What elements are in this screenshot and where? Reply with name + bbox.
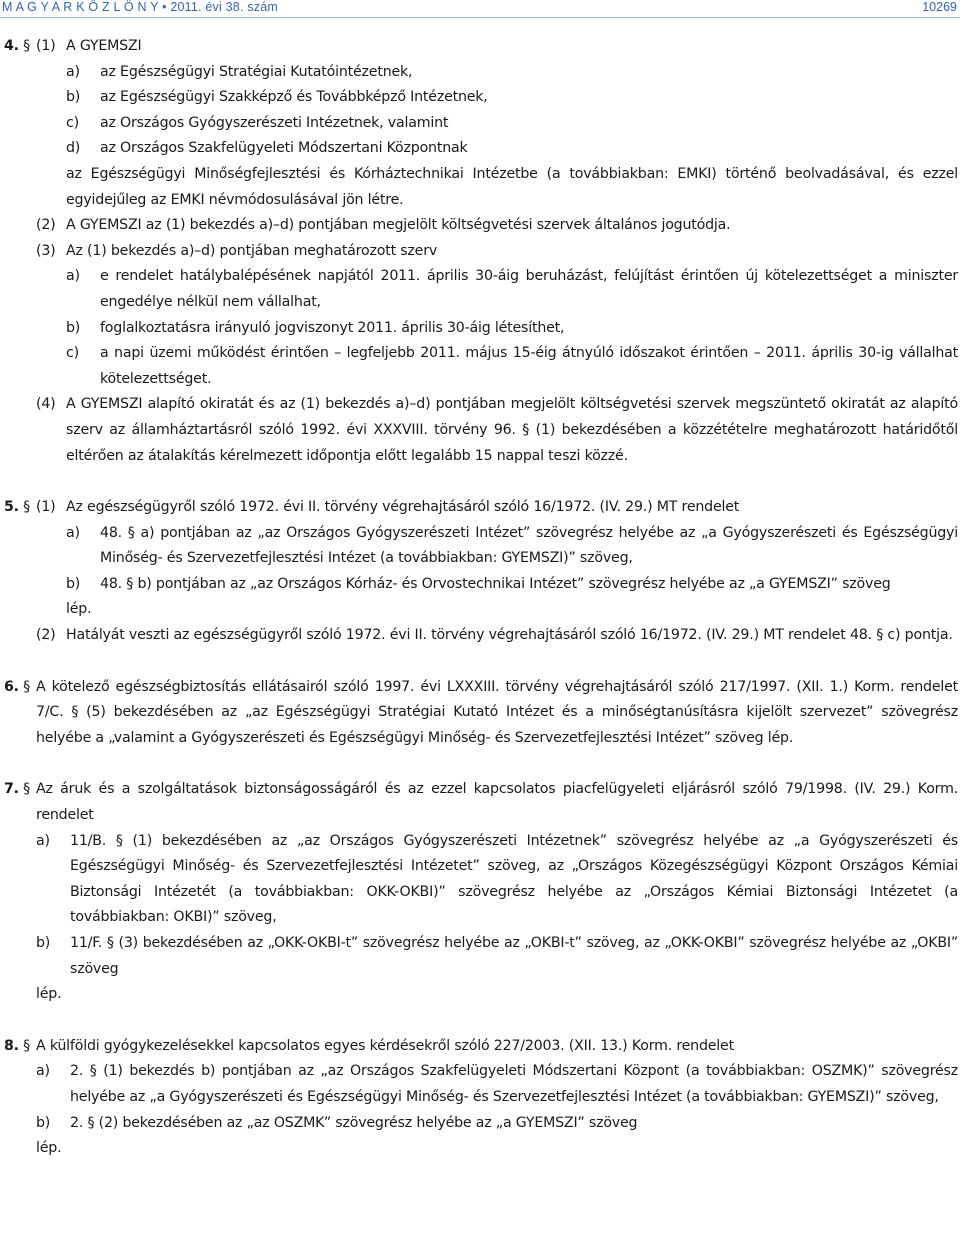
list-item (0, 931, 960, 982)
item-label: b) (66, 319, 81, 336)
section-number: 6. § (4, 678, 31, 695)
paragraph-text: Az áruk és a szolgáltatások biztonságosságáról és az ezzel kapcsolatos piacfelügyeleti eljárásról szóló 79/1998. (IV. 29.) Korm. rendelet (36, 781, 958, 824)
item-label: b) (66, 575, 81, 592)
list-item (0, 341, 960, 392)
page-number: 10269 (922, 0, 957, 14)
paragraph-text: A GYEMSZI az (1) bekezdés a)–d) pontjában megjelölt költségvetési szervek általános jogutódja. (66, 217, 731, 234)
item-text: 11/B. § (1) bekezdésében az „az Országos Gyógyszerészeti Intézetnek” szövegrész helyébe az „a Gyógyszerészeti és Egészségügyi Minőség- és Szervezetfejlesztési Intézetet” szöveg, az „Országos Közegészségügyi Központ Országos Kémiai Biztonsági Intézetét (a továbbiakban: OKK-OKBI)” szövegrész helyébe az „Országos Kémiai Biztonsági Intézetet (a továbbiakban: OKBI)” szöveg, (70, 832, 958, 926)
paragraph-number: (4) (36, 396, 56, 413)
list-item (0, 829, 960, 931)
section-5-paragraph-1-intro (0, 495, 960, 521)
item-text: az Egészségügyi Stratégiai Kutatóintézetnek, (100, 63, 413, 80)
paragraph-number: (1) (36, 38, 56, 54)
list-item (0, 572, 960, 598)
item-label: a) (36, 832, 50, 849)
item-text: az Országos Szakfelügyeleti Módszertani Központnak (100, 140, 468, 157)
section-number: 4. § (4, 38, 31, 54)
paragraph-closing (0, 597, 960, 623)
paragraph-number: (3) (36, 242, 56, 259)
paragraph-closing (0, 1136, 960, 1162)
journal-title: M A G Y A R K Ö Z L Ö N Y • 2011. évi 38. szám (2, 0, 278, 14)
list-item (0, 60, 960, 86)
item-text: foglalkoztatásra irányuló jogviszonyt 2011. április 30-áig létesíthet, (100, 319, 565, 336)
paragraph-text: lép. (36, 986, 62, 1003)
paragraph-number: (2) (36, 217, 56, 234)
paragraph-text: Az (1) bekezdés a)–d) pontjában meghatározott szerv (66, 242, 438, 259)
item-text: a napi üzemi működést érintően – legfeljebb 2011. május 15-éig átnyúló időszakot érintően – 2011. április 30-ig vállalhat kötelezettséget. (100, 345, 958, 387)
item-label: a) (66, 63, 80, 80)
section-4-paragraph-2 (0, 213, 960, 239)
paragraph-text: A külföldi gyógykezelésekkel kapcsolatos egyes kérdésekről szóló 227/2003. (XII. 13.) Korm. rendelet (36, 1037, 734, 1054)
section-number: 5. § (4, 499, 31, 516)
item-text: 48. § b) pontjában az „az Országos Kórház- és Orvostechnikai Intézet” szövegrész helyébe az „a GYEMSZI” szöveg (100, 575, 891, 592)
item-text: az Egészségügyi Szakképző és Továbbképző Intézetnek, (100, 89, 488, 106)
item-label: c) (66, 345, 79, 362)
list-item (0, 1111, 960, 1137)
item-text: az Országos Gyógyszerészeti Intézetnek, valamint (100, 114, 449, 131)
paragraph-text: Hatályát veszti az egészségügyről szóló 1972. évi II. törvény végrehajtásáról szóló 16/1972. (IV. 29.) MT rendelet 48. § c) pontja. (66, 627, 953, 644)
list-item (0, 316, 960, 342)
item-label: a) (66, 524, 80, 541)
section-number: 7. § (4, 781, 31, 798)
item-label: a) (66, 268, 80, 285)
item-label: a) (36, 1063, 50, 1080)
document-body (0, 34, 960, 1253)
section-6 (0, 675, 960, 752)
paragraph-text: az Egészségügyi Minőségfejlesztési és Kórháztechnikai Intézetbe (a továbbiakban: EMKI) történő beolvadásával, és ezzel egyidejűleg az EMKI névmódosulásával jön létre. (66, 165, 958, 208)
list-item (0, 85, 960, 111)
item-text: 11/F. § (3) bekezdésében az „OKK-OKBI-t” szövegrész helyébe az „OKBI-t” szöveg, az „OKK-OKBI” szövegrész helyébe az „OKBI” szöveg (70, 935, 958, 977)
section-5-paragraph-2 (0, 623, 960, 649)
item-text: 48. § a) pontjában az „az Országos Gyógyszerészeti Intézet” szövegrész helyébe az „a Gyógyszerészeti és Egészségügyi Minőség- és Szervezetfejlesztési Intézet (a továbbiakban: GYEMSZI)” szöveg, (100, 524, 958, 567)
section-8-intro (0, 1034, 960, 1060)
item-text: e rendelet hatálybalépésének napjától 2011. április 30-áig beruházást, felújítást érintően új kötelezettséget a miniszter engedélye nélkül nem vállalhat, (100, 268, 958, 310)
item-label: b) (36, 1114, 51, 1131)
section-4-paragraph-3-intro (0, 239, 960, 265)
item-label: d) (66, 140, 81, 157)
paragraph-closing (0, 982, 960, 1008)
item-label: b) (36, 935, 51, 951)
list-item (0, 521, 960, 572)
paragraph-number: (1) (36, 499, 56, 516)
section-number: 8. § (4, 1037, 31, 1054)
paragraph-text: A kötelező egészségbiztosítás ellátásairól szóló 1997. évi LXXXIII. törvény végrehajtásáról szóló 217/1997. (XII. 1.) Korm. rendelet 7/C. § (5) bekezdésében az „az Egészségügyi Stratégiai Kutató Intézet és a minőségtanúsításra kijelölt szervezet” szövegrész helyébe a „valamint a Gyógyszerészeti és Egészségügyi Minőség- és Szervezetfejlesztési Intézet” szöveg lép. (36, 678, 958, 746)
list-item (0, 111, 960, 137)
paragraph-text: A GYEMSZI (66, 38, 142, 54)
item-text: 2. § (1) bekezdés b) pontjában az „az Országos Szakfelügyeleti Módszertani Központ (a továbbiakban: OSZMK)” szövegrész helyébe az „a Gyógyszerészeti és Egészségügyi Minőség- és Szervezetfejlesztési Intézet (a továbbiakban: GYEMSZI)” szöveg, (70, 1063, 958, 1105)
paragraph-text: lép. (36, 1140, 62, 1157)
item-label: c) (66, 114, 79, 131)
paragraph-closing (0, 162, 960, 213)
item-label: b) (66, 89, 81, 106)
item-text: 2. § (2) bekezdésében az „az OSZMK” szövegrész helyébe az „a GYEMSZI” szöveg (70, 1114, 638, 1131)
list-item (0, 1059, 960, 1110)
section-4-paragraph-4 (0, 392, 960, 469)
paragraph-number: (2) (36, 627, 56, 644)
paragraph-text: A GYEMSZI alapító okiratát és az (1) bekezdés a)–d) pontjában megjelölt költségvetési szervek megszüntető okiratát az alapító szerv az államháztartásról szóló 1992. évi XXXVIII. törvény 96. § (1) bekezdésében a közzétételre meghatározott határidőtől eltérően az átalakítás kérelmezett időpontja előtt legalább 15 nappal teszi közzé. (66, 396, 958, 464)
page-header (0, 0, 960, 18)
section-4-paragraph-1-intro (0, 34, 960, 60)
list-item (0, 264, 960, 315)
list-item (0, 136, 960, 162)
section-7-intro (0, 777, 960, 828)
paragraph-text: Az egészségügyről szóló 1972. évi II. törvény végrehajtásáról szóló 16/1972. (IV. 29.) MT rendelet (66, 499, 740, 516)
paragraph-text: lép. (66, 601, 92, 618)
